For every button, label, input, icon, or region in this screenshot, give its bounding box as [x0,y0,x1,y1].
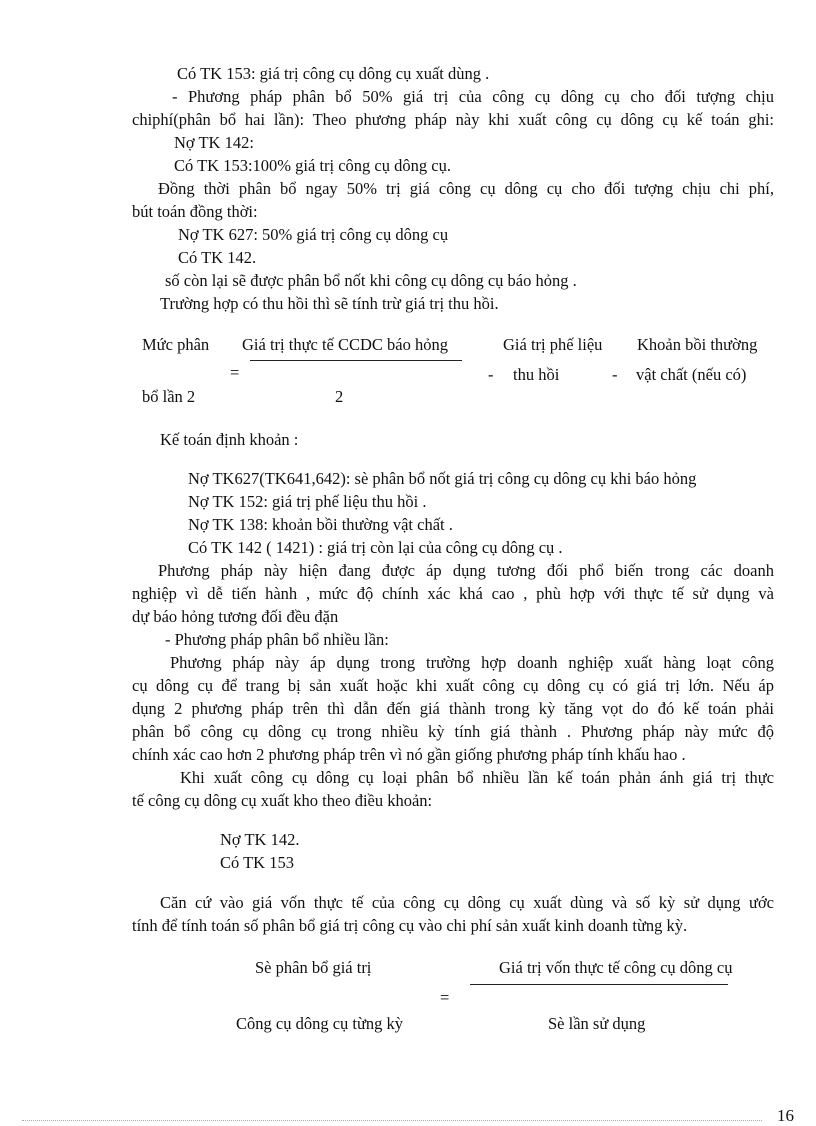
footer-divider [22,1120,762,1121]
text-line: Có TK 153 [220,853,294,872]
text-line: Nợ TK 152: giá trị phế liệu thu hồi . [188,492,427,511]
text-line: bút toán đồng thời: [132,202,258,221]
formula-term-bottom: thu hồi [513,365,560,384]
text-line: Căn cứ vào giá vốn thực tế của công cụ dông cụ xuất dùng và số kỳ sử dụng ước [160,893,774,912]
text-line: Nợ TK 142: [174,133,254,152]
text-line: Có TK 153:100% giá trị công cụ dông cụ. [174,156,451,175]
formula-minus: - [612,365,618,384]
text-line: tế công cụ dông cụ xuất kho theo điều khoản: [132,791,433,810]
formula-equals: = [440,988,450,1007]
formula-term-top: Giá trị phế liệu [503,335,603,354]
text-line: Kế toán định khoản : [160,430,299,449]
text-line: chiphí(phân bổ hai lần): Theo phương pháp này khi xuất công cụ dông cụ kế toán ghi: [132,110,774,129]
fraction-bar [250,360,462,361]
formula-left-bottom: Công cụ dông cụ từng kỳ [236,1014,404,1033]
formula-numerator: Giá trị vốn thực tế công cụ dông cụ [499,958,733,977]
text-line: Khi xuất công cụ dông cụ loại phân bổ nhiều lần kế toán phản ánh giá trị thực [180,768,774,787]
text-line: Nợ TK 138: khoản bồi thường vật chất . [188,515,453,534]
formula-term-top: Khoản bồi thường [637,335,758,354]
text-line: Có TK 153: giá trị công cụ dông cụ xuất dùng . [177,64,490,83]
text-line: Nợ TK 142. [220,830,300,849]
formula-equals: = [230,363,240,382]
formula-left-bottom: bổ lần 2 [142,387,196,406]
text-line: Nợ TK627(TK641,642): sè phân bổ nốt giá trị công cụ dông cụ khi báo hỏng [188,469,697,488]
text-line: Phương pháp này áp dụng trong trường hợp doanh nghiệp xuất hàng loạt công [170,653,774,672]
formula-denominator: Sè lần sử dụng [548,1014,646,1033]
text-line: Phương pháp này hiện đang được áp dụng tương đối phổ biến trong các doanh [158,561,774,580]
formula-left-top: Mức phân [142,335,210,354]
text-line: Trường hợp có thu hồi thì sẽ tính trừ giá trị thu hồi. [160,294,499,313]
formula-denominator: 2 [335,387,344,406]
text-line: nghiệp vì dễ tiến hành , mức độ chính xác khá cao , phù hợp với thực tế sử dụng và [132,584,774,603]
text-line: Nợ TK 627: 50% giá trị công cụ dông cụ [178,225,449,244]
text-line: Có TK 142. [178,248,257,267]
fraction-bar [470,984,728,985]
formula-numerator: Giá trị thực tế CCDC báo hỏng [242,335,449,354]
text-line: dụng 2 phương pháp trên thì dẫn đến giá thành trong kỳ tăng vọt do đó kế toán phải [132,699,774,718]
text-line: - Phương pháp phân bổ 50% giá trị của công cụ dông cụ cho đối tượng chịu [172,87,774,106]
text-line: phân bổ công cụ dông cụ trong nhiều kỳ tính giá thành . Phương pháp này mức độ [132,722,774,741]
text-line: dự báo hỏng tương đối đều đặn [132,607,339,626]
formula-term-bottom: vật chất (nếu có) [636,365,747,384]
formula-minus: - [488,365,494,384]
text-line: Có TK 142 ( 1421) : giá trị còn lại của công cụ dông cụ . [188,538,563,557]
text-line: chính xác cao hơn 2 phương pháp trên vì nó gần giống phương pháp tính khấu hao . [132,745,686,764]
page-number: 16 [777,1106,794,1125]
formula-left-top: Sè phân bổ giá trị [255,958,372,977]
text-line: số còn lại sẽ được phân bổ nốt khi công cụ dông cụ báo hỏng . [165,271,577,290]
text-line: - Phương pháp phân bổ nhiều lần: [165,630,389,649]
text-line: tính để tính toán số phân bổ giá trị công cụ vào chi phí sản xuất kinh doanh từng kỳ. [132,916,688,935]
text-line: Đồng thời phân bổ ngay 50% trị giá công cụ dông cụ cho đối tượng chịu chi phí, [158,179,774,198]
text-line: cụ dông cụ để trang bị sản xuất hoặc khi xuất công cụ dông cụ có giá trị lớn. Nếu áp [132,676,774,695]
